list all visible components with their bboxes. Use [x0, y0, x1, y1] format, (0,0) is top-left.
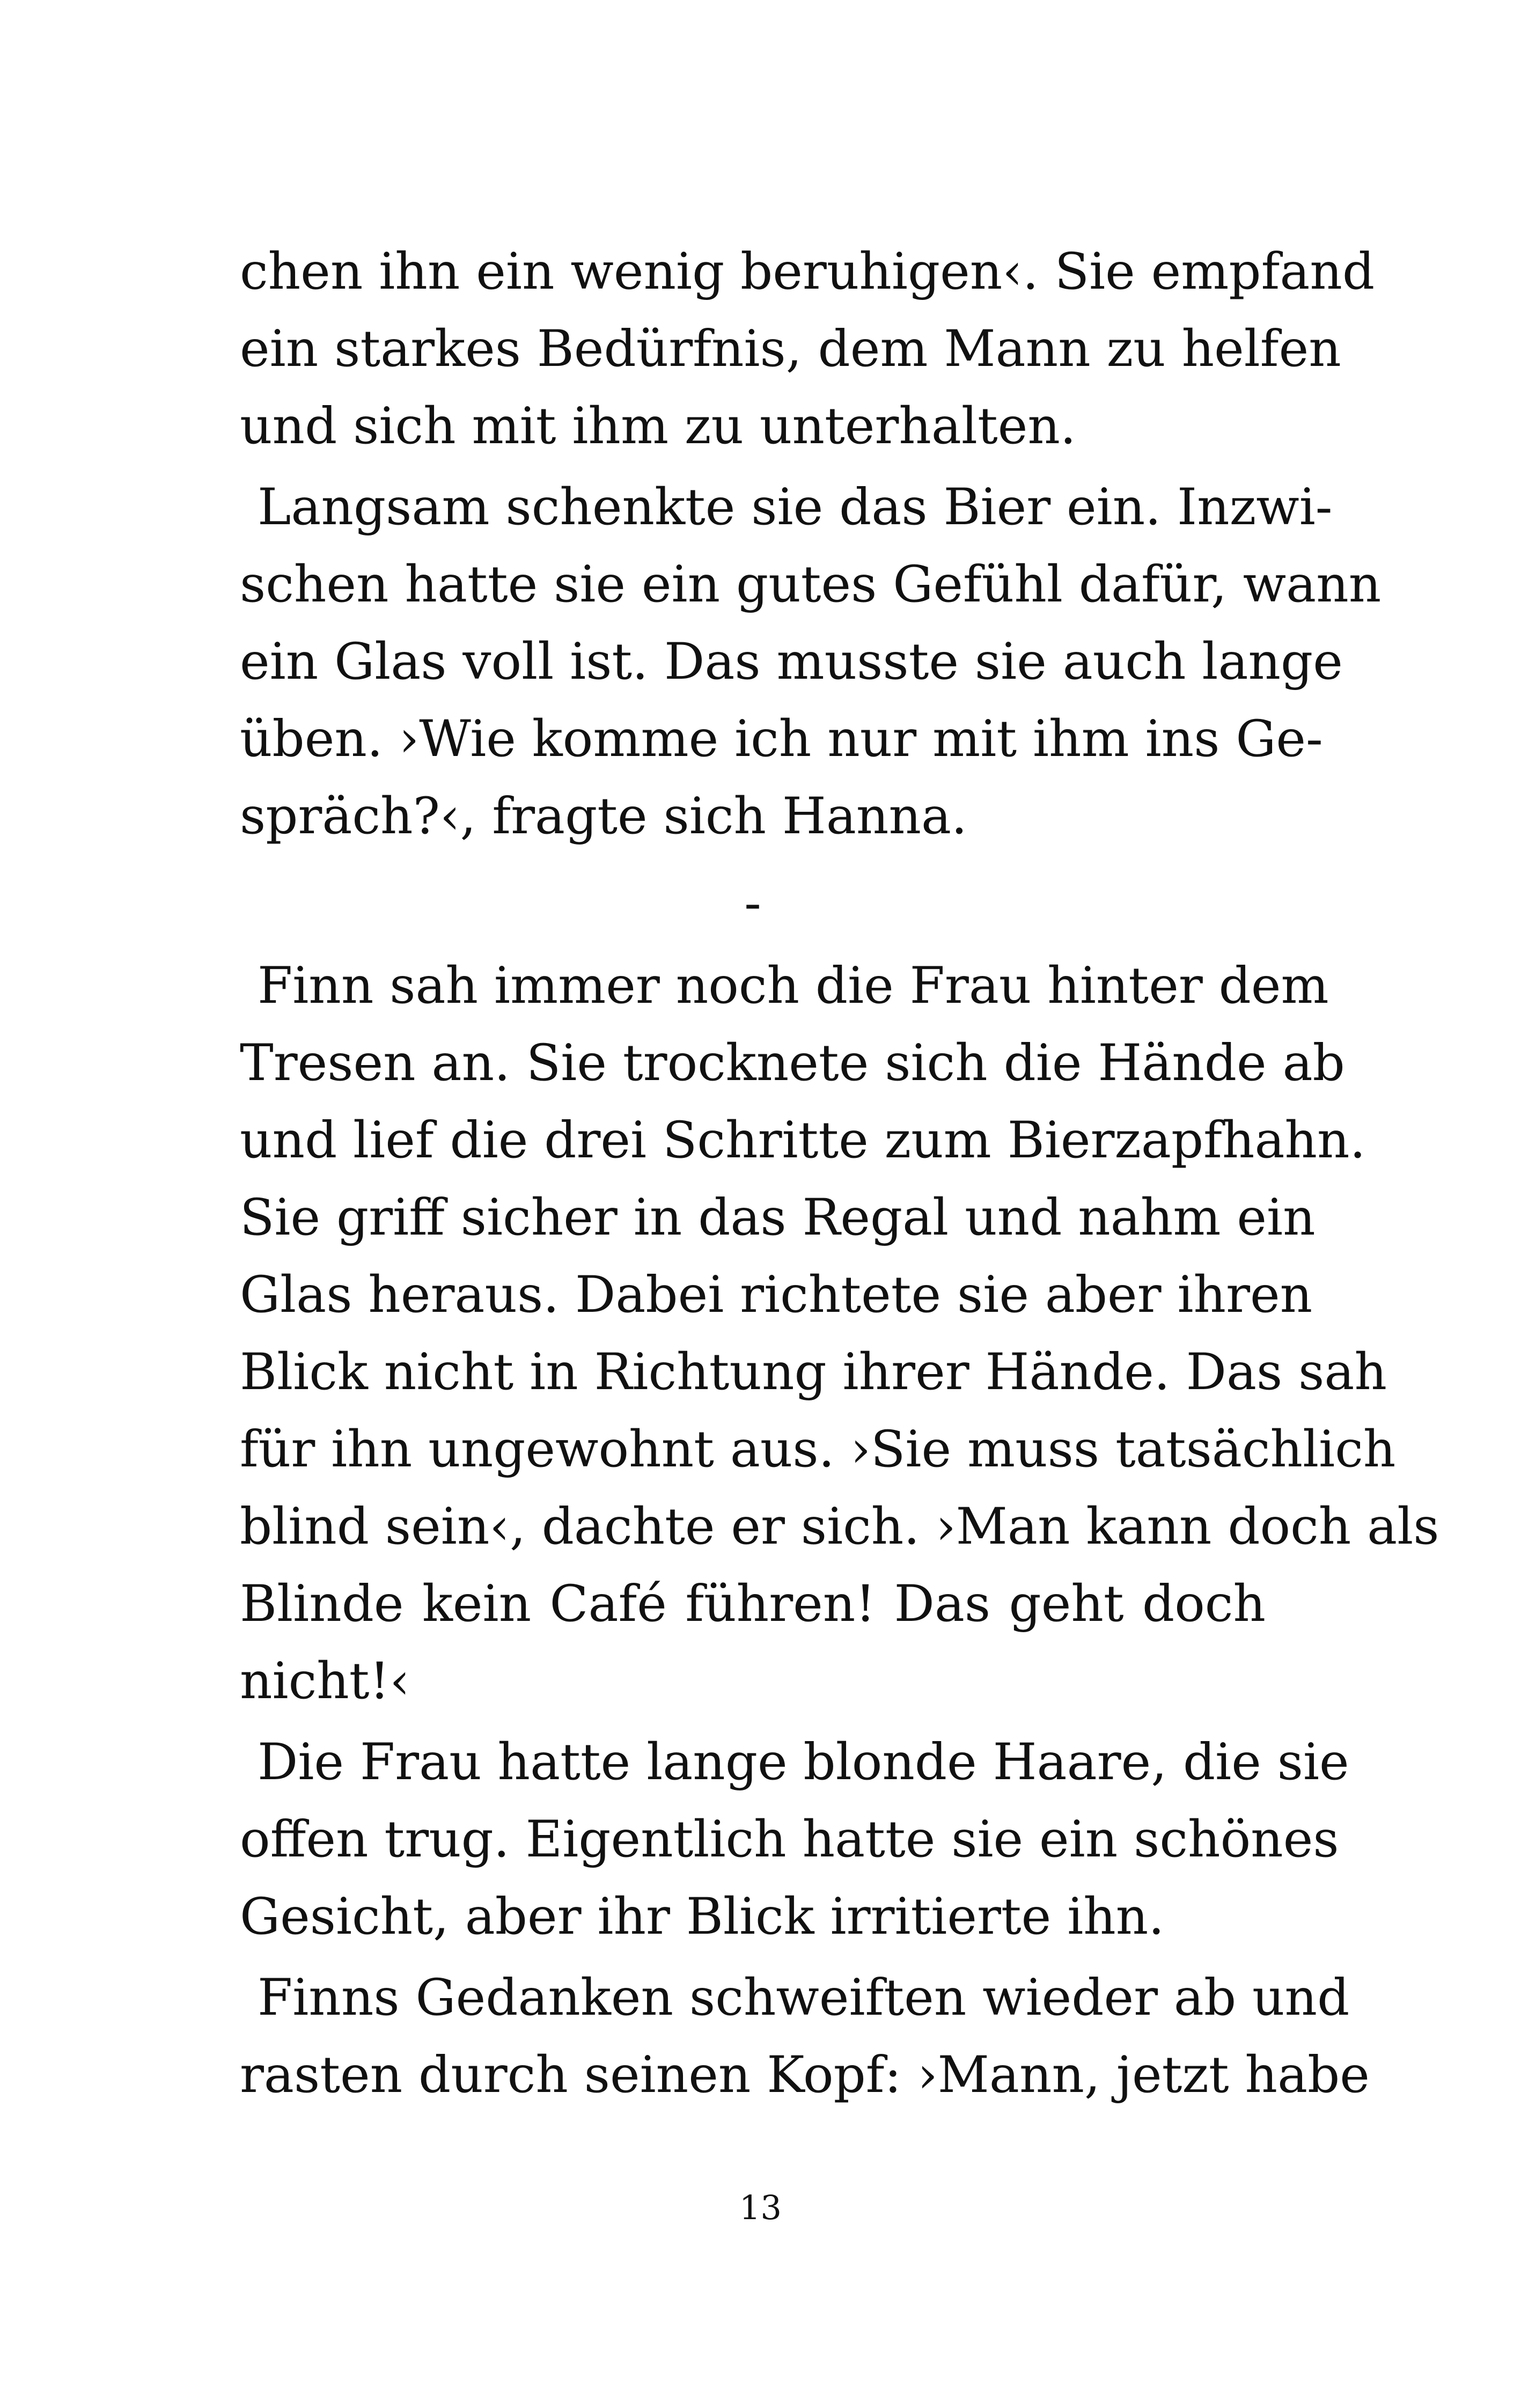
paragraph-4 [240, 1724, 1349, 1956]
text-line: schen hatte sie ein gutes Gefühl dafür, wann [240, 555, 1382, 614]
paragraph-5 [240, 1959, 1370, 2114]
text-line: ein starkes Bedürfnis, dem Mann zu helfen [240, 320, 1341, 378]
text-line: Langsam schenkte sie das Bier ein. Inzwi- [258, 478, 1333, 537]
text-line: blind sein‹, dachte er sich. ›Man kann doch als [240, 1497, 1439, 1556]
text-line: rasten durch seinen Kopf: ›Mann, jetzt habe [240, 2046, 1370, 2104]
text-line: Gesicht, aber ihr Blick irritierte ihn. [240, 1888, 1165, 1946]
text-line: offen trug. Eigentlich hatte sie ein schönes [240, 1810, 1339, 1869]
text-line: Die Frau hatte lange blonde Haare, die sie [258, 1733, 1349, 1792]
text-line: nicht!‹ [240, 1652, 410, 1710]
text-line: ein Glas voll ist. Das musste sie auch lange [240, 633, 1343, 691]
text-line: Finns Gedanken schweiften wieder ab und [258, 1969, 1350, 2027]
text-line: und sich mit ihm zu unterhalten. [240, 397, 1076, 456]
text-line: üben. ›Wie komme ich nur mit ihm ins Ge- [240, 710, 1323, 768]
text-line: Sie griff sicher in das Regal und nahm ein [240, 1188, 1316, 1247]
page-number: 13 [739, 2188, 782, 2227]
text-line: spräch?‹, fragte sich Hanna. [240, 787, 967, 846]
text-line: für ihn ungewohnt aus. ›Sie muss tatsächlich [240, 1420, 1396, 1479]
text-line: Blick nicht in Richtung ihrer Hände. Das sah [240, 1343, 1387, 1401]
book-page-body [240, 233, 1439, 2118]
scene-separator: - [744, 874, 761, 933]
text-line: Tresen an. Sie trocknete sich die Hände ab [240, 1034, 1345, 1092]
text-line: Finn sah immer noch die Frau hinter dem [258, 957, 1329, 1015]
paragraph-1 [240, 233, 1375, 465]
paragraph-3 [240, 948, 1439, 1720]
text-line: chen ihn ein wenig beruhigen‹. Sie empfand [240, 243, 1375, 301]
text-line: und lief die drei Schritte zum Bierzapfhahn. [240, 1111, 1366, 1170]
paragraph-2 [240, 469, 1382, 855]
text-line: Blinde kein Café führen! Das geht doch [240, 1575, 1266, 1633]
text-line: Glas heraus. Dabei richtete sie aber ihren [240, 1266, 1313, 1324]
